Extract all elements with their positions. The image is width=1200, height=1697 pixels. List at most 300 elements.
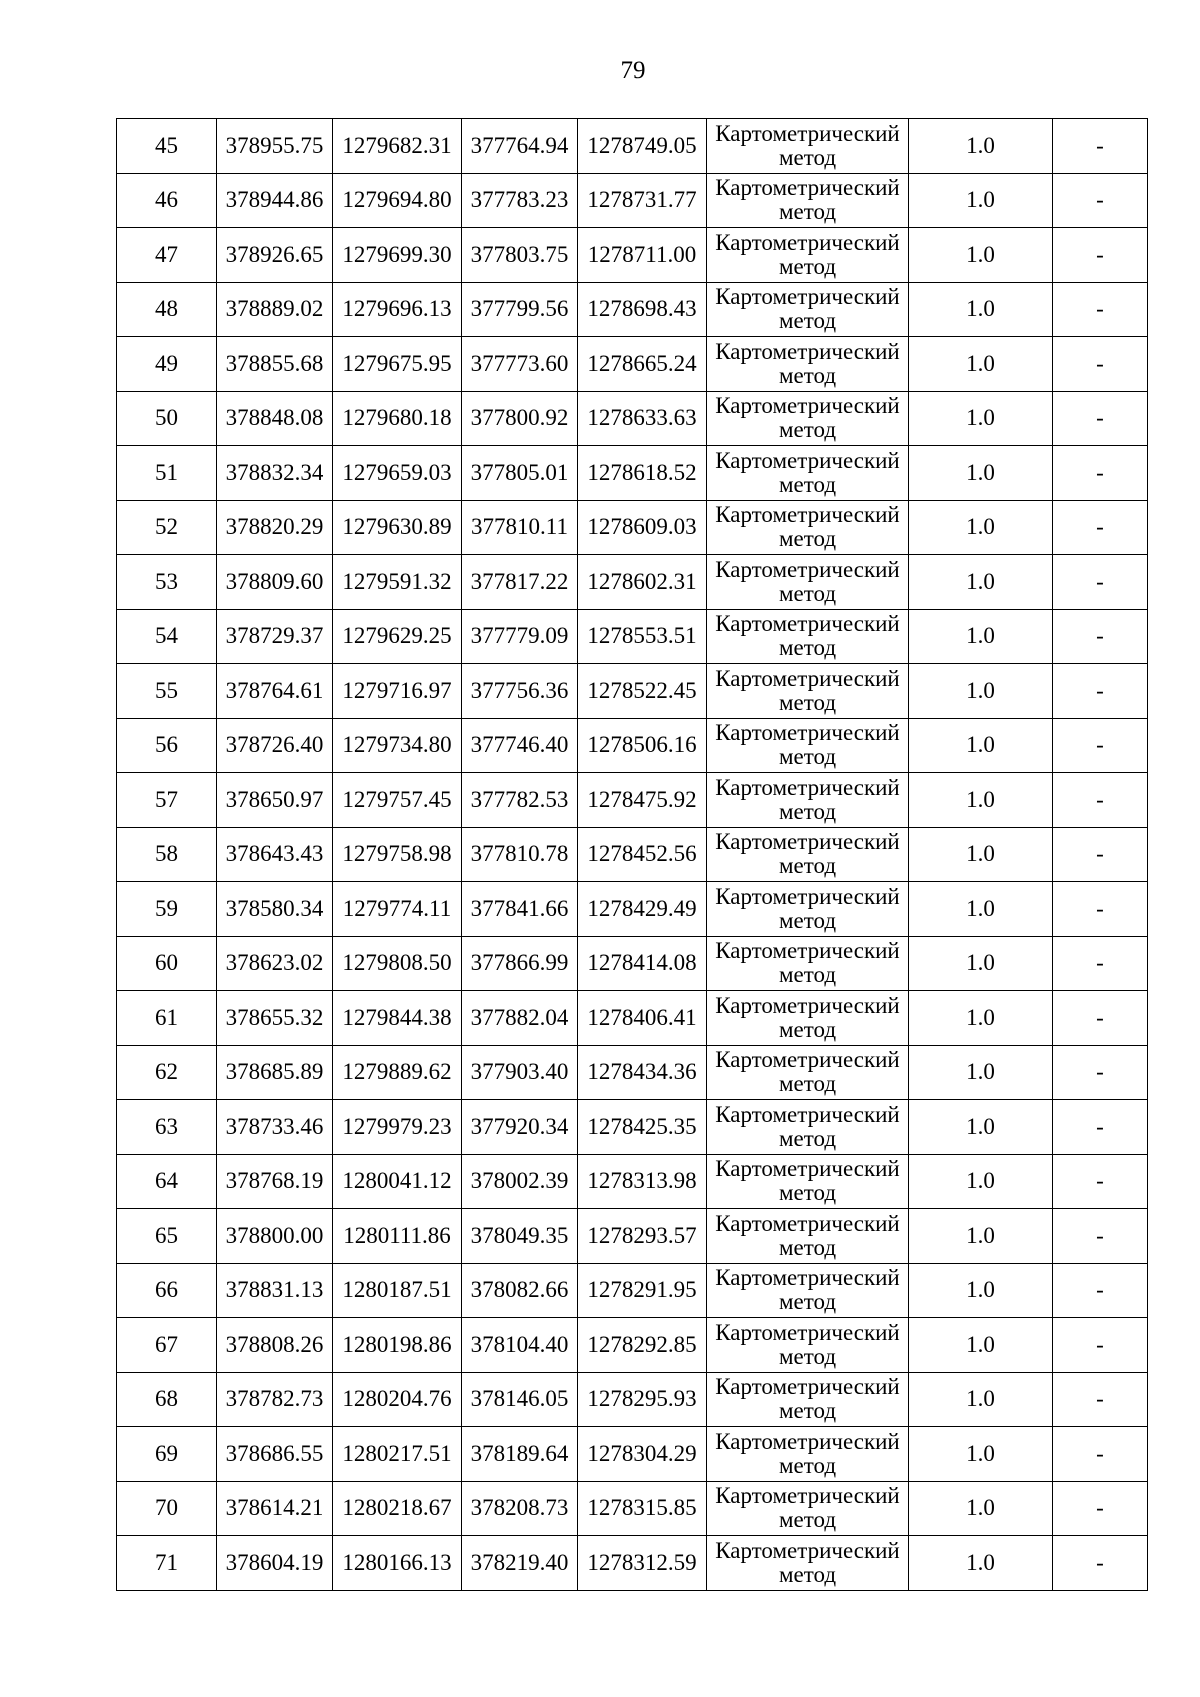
method-cell [707,1154,909,1209]
method-line-1: Картометрический [715,1101,900,1127]
table-row [117,936,1148,991]
y-coordinate-2-cell: 1278295.93 [578,1372,707,1427]
y-coordinate-cell: 1279889.62 [333,1045,462,1100]
y-coordinate-2-cell: 1278315.85 [578,1481,707,1536]
accuracy-cell: 1.0 [909,718,1053,773]
note-cell: - [1053,1100,1148,1155]
method-line-2: метод [778,1289,837,1315]
table-row [117,664,1148,719]
x-coordinate-2-cell: 378104.40 [462,1318,578,1373]
method-line-1: Картометрический [715,1483,900,1509]
x-coordinate-cell: 378729.37 [217,609,333,664]
method-line-2: метод [778,1398,837,1424]
method-line-1: Картометрический [715,393,900,419]
x-coordinate-2-cell: 377800.92 [462,391,578,446]
method-line-2: метод [778,417,837,443]
table-row [117,1045,1148,1100]
method-line-2: метод [778,1125,837,1151]
accuracy-cell: 1.0 [909,1154,1053,1209]
x-coordinate-cell: 378848.08 [217,391,333,446]
point-number-cell: 59 [117,882,217,937]
accuracy-cell: 1.0 [909,446,1053,501]
y-coordinate-cell: 1279680.18 [333,391,462,446]
note-cell: - [1053,555,1148,610]
point-number-cell: 47 [117,228,217,283]
y-coordinate-cell: 1280198.86 [333,1318,462,1373]
method-line-1: Картометрический [715,1537,900,1563]
y-coordinate-2-cell: 1278475.92 [578,773,707,828]
accuracy-cell: 1.0 [909,882,1053,937]
table-row [117,119,1148,174]
x-coordinate-2-cell: 377841.66 [462,882,578,937]
x-coordinate-cell: 378831.13 [217,1263,333,1318]
method-line-2: метод [778,1561,837,1587]
y-coordinate-2-cell: 1278506.16 [578,718,707,773]
note-cell: - [1053,1372,1148,1427]
note-cell: - [1053,1263,1148,1318]
method-line-1: Картометрический [715,1374,900,1400]
y-coordinate-cell: 1279716.97 [333,664,462,719]
x-coordinate-2-cell: 378189.64 [462,1427,578,1482]
point-number-cell: 52 [117,500,217,555]
method-cell [707,391,909,446]
method-cell [707,1372,909,1427]
y-coordinate-2-cell: 1278553.51 [578,609,707,664]
x-coordinate-2-cell: 378049.35 [462,1209,578,1264]
table-row [117,882,1148,937]
y-coordinate-cell: 1279591.32 [333,555,462,610]
y-coordinate-2-cell: 1278313.98 [578,1154,707,1209]
x-coordinate-2-cell: 377756.36 [462,664,578,719]
y-coordinate-2-cell: 1278522.45 [578,664,707,719]
method-line-2: метод [778,199,837,225]
x-coordinate-cell: 378782.73 [217,1372,333,1427]
note-cell: - [1053,609,1148,664]
method-line-1: Картометрический [715,883,900,909]
y-coordinate-2-cell: 1278698.43 [578,282,707,337]
method-line-1: Картометрический [715,338,900,364]
accuracy-cell: 1.0 [909,1536,1053,1591]
accuracy-cell: 1.0 [909,664,1053,719]
x-coordinate-2-cell: 377817.22 [462,555,578,610]
x-coordinate-cell: 378764.61 [217,664,333,719]
method-cell [707,936,909,991]
point-number-cell: 64 [117,1154,217,1209]
method-line-1: Картометрический [715,992,900,1018]
accuracy-cell: 1.0 [909,1481,1053,1536]
table-row [117,1372,1148,1427]
point-number-cell: 58 [117,827,217,882]
note-cell: - [1053,446,1148,501]
table-row [117,446,1148,501]
method-line-2: метод [778,1234,837,1260]
method-line-2: метод [778,144,837,170]
y-coordinate-2-cell: 1278665.24 [578,337,707,392]
method-cell [707,228,909,283]
y-coordinate-cell: 1279696.13 [333,282,462,337]
x-coordinate-cell: 378955.75 [217,119,333,174]
point-number-cell: 66 [117,1263,217,1318]
point-number-cell: 54 [117,609,217,664]
method-cell [707,500,909,555]
method-line-2: метод [778,362,837,388]
x-coordinate-2-cell: 377773.60 [462,337,578,392]
x-coordinate-2-cell: 377882.04 [462,991,578,1046]
note-cell: - [1053,282,1148,337]
note-cell: - [1053,773,1148,828]
x-coordinate-2-cell: 378208.73 [462,1481,578,1536]
method-line-1: Картометрический [715,120,900,146]
point-number-cell: 49 [117,337,217,392]
x-coordinate-cell: 378686.55 [217,1427,333,1482]
note-cell: - [1053,1481,1148,1536]
point-number-cell: 61 [117,991,217,1046]
x-coordinate-2-cell: 377810.11 [462,500,578,555]
method-line-1: Картометрический [715,774,900,800]
y-coordinate-cell: 1279979.23 [333,1100,462,1155]
accuracy-cell: 1.0 [909,555,1053,610]
method-line-2: метод [778,1507,837,1533]
y-coordinate-cell: 1279774.11 [333,882,462,937]
note-cell: - [1053,337,1148,392]
point-number-cell: 50 [117,391,217,446]
table-row [117,1427,1148,1482]
note-cell: - [1053,1536,1148,1591]
method-cell [707,773,909,828]
table-row [117,773,1148,828]
accuracy-cell: 1.0 [909,1045,1053,1100]
table-row [117,391,1148,446]
x-coordinate-2-cell: 377903.40 [462,1045,578,1100]
table-row [117,991,1148,1046]
accuracy-cell: 1.0 [909,1427,1053,1482]
y-coordinate-cell: 1279808.50 [333,936,462,991]
method-cell [707,1318,909,1373]
y-coordinate-cell: 1279757.45 [333,773,462,828]
y-coordinate-cell: 1280111.86 [333,1209,462,1264]
method-line-2: метод [778,1180,837,1206]
y-coordinate-cell: 1279659.03 [333,446,462,501]
point-number-cell: 70 [117,1481,217,1536]
note-cell: - [1053,119,1148,174]
x-coordinate-cell: 378655.32 [217,991,333,1046]
x-coordinate-cell: 378650.97 [217,773,333,828]
y-coordinate-cell: 1279675.95 [333,337,462,392]
x-coordinate-cell: 378643.43 [217,827,333,882]
accuracy-cell: 1.0 [909,500,1053,555]
method-cell [707,173,909,228]
y-coordinate-2-cell: 1278602.31 [578,555,707,610]
x-coordinate-cell: 378623.02 [217,936,333,991]
y-coordinate-cell: 1280166.13 [333,1536,462,1591]
y-coordinate-2-cell: 1278406.41 [578,991,707,1046]
method-line-1: Картометрический [715,1210,900,1236]
method-cell [707,119,909,174]
point-number-cell: 71 [117,1536,217,1591]
coordinates-table [116,118,1148,1591]
x-coordinate-cell: 378889.02 [217,282,333,337]
y-coordinate-cell: 1279734.80 [333,718,462,773]
y-coordinate-2-cell: 1278425.35 [578,1100,707,1155]
x-coordinate-cell: 378604.19 [217,1536,333,1591]
table-row [117,718,1148,773]
point-number-cell: 45 [117,119,217,174]
table-row [117,555,1148,610]
method-line-1: Картометрический [715,447,900,473]
y-coordinate-cell: 1279630.89 [333,500,462,555]
table-row [117,827,1148,882]
accuracy-cell: 1.0 [909,282,1053,337]
x-coordinate-cell: 378614.21 [217,1481,333,1536]
accuracy-cell: 1.0 [909,1209,1053,1264]
point-number-cell: 63 [117,1100,217,1155]
method-line-1: Картометрический [715,611,900,637]
method-cell [707,282,909,337]
method-line-2: метод [778,1343,837,1369]
x-coordinate-cell: 378855.68 [217,337,333,392]
x-coordinate-2-cell: 377810.78 [462,827,578,882]
accuracy-cell: 1.0 [909,119,1053,174]
point-number-cell: 69 [117,1427,217,1482]
method-cell [707,1100,909,1155]
x-coordinate-2-cell: 378002.39 [462,1154,578,1209]
method-line-1: Картометрический [715,284,900,310]
point-number-cell: 56 [117,718,217,773]
note-cell: - [1053,228,1148,283]
note-cell: - [1053,1209,1148,1264]
accuracy-cell: 1.0 [909,391,1053,446]
table-row [117,1481,1148,1536]
accuracy-cell: 1.0 [909,773,1053,828]
accuracy-cell: 1.0 [909,228,1053,283]
y-coordinate-2-cell: 1278291.95 [578,1263,707,1318]
accuracy-cell: 1.0 [909,1372,1053,1427]
accuracy-cell: 1.0 [909,173,1053,228]
table-row [117,1536,1148,1591]
note-cell: - [1053,882,1148,937]
y-coordinate-cell: 1279758.98 [333,827,462,882]
note-cell: - [1053,991,1148,1046]
method-line-2: метод [778,471,837,497]
y-coordinate-2-cell: 1278711.00 [578,228,707,283]
method-line-1: Картометрический [715,1428,900,1454]
method-cell [707,1481,909,1536]
y-coordinate-2-cell: 1278414.08 [578,936,707,991]
table-row [117,609,1148,664]
x-coordinate-2-cell: 377783.23 [462,173,578,228]
method-line-2: метод [778,907,837,933]
x-coordinate-cell: 378580.34 [217,882,333,937]
x-coordinate-cell: 378832.34 [217,446,333,501]
x-coordinate-cell: 378685.89 [217,1045,333,1100]
x-coordinate-cell: 378733.46 [217,1100,333,1155]
accuracy-cell: 1.0 [909,827,1053,882]
y-coordinate-2-cell: 1278618.52 [578,446,707,501]
point-number-cell: 67 [117,1318,217,1373]
method-cell [707,609,909,664]
x-coordinate-2-cell: 377746.40 [462,718,578,773]
note-cell: - [1053,173,1148,228]
x-coordinate-2-cell: 378146.05 [462,1372,578,1427]
x-coordinate-2-cell: 377779.09 [462,609,578,664]
x-coordinate-2-cell: 377866.99 [462,936,578,991]
method-line-1: Картометрический [715,720,900,746]
table-row [117,1209,1148,1264]
x-coordinate-2-cell: 377805.01 [462,446,578,501]
x-coordinate-cell: 378768.19 [217,1154,333,1209]
method-line-1: Картометрический [715,502,900,528]
point-number-cell: 51 [117,446,217,501]
y-coordinate-cell: 1280041.12 [333,1154,462,1209]
method-cell [707,1045,909,1100]
y-coordinate-cell: 1279682.31 [333,119,462,174]
method-line-1: Картометрический [715,229,900,255]
note-cell: - [1053,1427,1148,1482]
method-line-2: метод [778,253,837,279]
y-coordinate-cell: 1279694.80 [333,173,462,228]
method-line-2: метод [778,689,837,715]
method-cell [707,1427,909,1482]
point-number-cell: 53 [117,555,217,610]
x-coordinate-cell: 378926.65 [217,228,333,283]
method-line-2: метод [778,1016,837,1042]
x-coordinate-2-cell: 378082.66 [462,1263,578,1318]
note-cell: - [1053,936,1148,991]
x-coordinate-2-cell: 377764.94 [462,119,578,174]
point-number-cell: 68 [117,1372,217,1427]
method-line-1: Картометрический [715,556,900,582]
accuracy-cell: 1.0 [909,1318,1053,1373]
method-line-2: метод [778,1452,837,1478]
x-coordinate-2-cell: 377782.53 [462,773,578,828]
x-coordinate-cell: 378820.29 [217,500,333,555]
method-cell [707,882,909,937]
y-coordinate-cell: 1280217.51 [333,1427,462,1482]
x-coordinate-cell: 378808.26 [217,1318,333,1373]
method-line-2: метод [778,1071,837,1097]
y-coordinate-cell: 1280218.67 [333,1481,462,1536]
note-cell: - [1053,391,1148,446]
method-cell [707,1536,909,1591]
x-coordinate-cell: 378800.00 [217,1209,333,1264]
table-row [117,500,1148,555]
y-coordinate-2-cell: 1278749.05 [578,119,707,174]
point-number-cell: 57 [117,773,217,828]
point-number-cell: 60 [117,936,217,991]
table-row [117,1318,1148,1373]
method-line-1: Картометрический [715,829,900,855]
x-coordinate-2-cell: 377920.34 [462,1100,578,1155]
x-coordinate-2-cell: 378219.40 [462,1536,578,1591]
x-coordinate-2-cell: 377799.56 [462,282,578,337]
method-line-2: метод [778,580,837,606]
y-coordinate-cell: 1280204.76 [333,1372,462,1427]
y-coordinate-cell: 1280187.51 [333,1263,462,1318]
point-number-cell: 46 [117,173,217,228]
method-line-1: Картометрический [715,1319,900,1345]
note-cell: - [1053,1318,1148,1373]
note-cell: - [1053,664,1148,719]
table-body [117,119,1148,1591]
y-coordinate-2-cell: 1278609.03 [578,500,707,555]
y-coordinate-2-cell: 1278292.85 [578,1318,707,1373]
accuracy-cell: 1.0 [909,991,1053,1046]
method-line-1: Картометрический [715,1156,900,1182]
point-number-cell: 62 [117,1045,217,1100]
note-cell: - [1053,1154,1148,1209]
point-number-cell: 65 [117,1209,217,1264]
y-coordinate-2-cell: 1278304.29 [578,1427,707,1482]
y-coordinate-2-cell: 1278434.36 [578,1045,707,1100]
method-line-2: метод [778,526,837,552]
method-cell [707,664,909,719]
y-coordinate-2-cell: 1278731.77 [578,173,707,228]
method-cell [707,991,909,1046]
method-cell [707,555,909,610]
y-coordinate-2-cell: 1278452.56 [578,827,707,882]
table-row [117,282,1148,337]
table-row [117,228,1148,283]
method-cell [707,1209,909,1264]
accuracy-cell: 1.0 [909,1263,1053,1318]
method-line-1: Картометрический [715,938,900,964]
method-cell [707,337,909,392]
page-number: 79 [620,57,646,84]
method-line-2: метод [778,853,837,879]
y-coordinate-cell: 1279629.25 [333,609,462,664]
accuracy-cell: 1.0 [909,936,1053,991]
x-coordinate-cell: 378944.86 [217,173,333,228]
method-cell [707,718,909,773]
method-line-1: Картометрический [715,175,900,201]
note-cell: - [1053,1045,1148,1100]
x-coordinate-cell: 378726.40 [217,718,333,773]
method-line-2: метод [778,798,837,824]
table-row [117,1100,1148,1155]
accuracy-cell: 1.0 [909,337,1053,392]
x-coordinate-cell: 378809.60 [217,555,333,610]
table-row [117,1263,1148,1318]
method-line-2: метод [778,962,837,988]
y-coordinate-cell: 1279844.38 [333,991,462,1046]
method-line-1: Картометрический [715,1265,900,1291]
y-coordinate-cell: 1279699.30 [333,228,462,283]
method-cell [707,1263,909,1318]
method-cell [707,827,909,882]
table-row [117,1154,1148,1209]
table-row [117,173,1148,228]
y-coordinate-2-cell: 1278312.59 [578,1536,707,1591]
point-number-cell: 55 [117,664,217,719]
y-coordinate-2-cell: 1278633.63 [578,391,707,446]
point-number-cell: 48 [117,282,217,337]
note-cell: - [1053,827,1148,882]
table-row [117,337,1148,392]
y-coordinate-2-cell: 1278429.49 [578,882,707,937]
accuracy-cell: 1.0 [909,1100,1053,1155]
method-cell [707,446,909,501]
x-coordinate-2-cell: 377803.75 [462,228,578,283]
method-line-2: метод [778,635,837,661]
y-coordinate-2-cell: 1278293.57 [578,1209,707,1264]
method-line-1: Картометрический [715,665,900,691]
accuracy-cell: 1.0 [909,609,1053,664]
method-line-2: метод [778,308,837,334]
note-cell: - [1053,718,1148,773]
note-cell: - [1053,500,1148,555]
method-line-1: Картометрический [715,1047,900,1073]
method-line-2: метод [778,744,837,770]
